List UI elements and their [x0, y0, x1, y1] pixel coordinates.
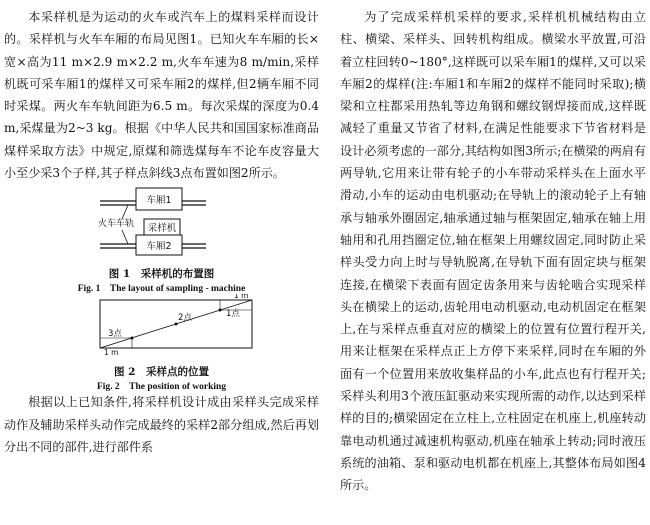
leader-line	[122, 205, 128, 219]
sampler-label: 采样机	[147, 223, 177, 235]
point-3-label: 3点	[108, 329, 122, 340]
point-1-label: 1点	[226, 309, 240, 320]
right-paragraph-1: 为了完成采样机采样的要求,采样机机械结构由立柱、横梁、采样头、回转机构组成。横梁水平放置,可沿着立柱回转0~180°,这样既可以采车厢1的煤样,又可以采车厢2的煤样(注:车厢1和车厢2的煤样不能同时采取);横梁和立柱都采用热轧等边角钢和螺纹钢焊接而成,这样既减轻了重量又节省了材料,在满足性能要求下节省材料是设计必须考虑的一部分,其结构如图3所示;在横梁的两肩有两导轨,它用来让带有轮子的小车带动采样头在上面水平滑动,小车的运动由电机驱动;在导轨上的滚动轮子上有轴承与轴承外圈固定,轴承通过轴与框架固定,轴承在轴上用轴用和孔用挡圈定位,轴在框架上用螺纹固定,同时防止采样头受力向上时与导轨脱离,在导轨下面有固定块与框架连接,在横梁下表面有固定齿条用来与齿轮啮合实现采样头在横梁上的运动,齿轮用电动机驱动,电动机固定在框架上,在与采样点垂直对应的横梁上的位置有位置行程开关,用来让框架在采样点正上方停下来采样,同时在车厢的外面有一个位置用来放收集样品的小车,此点也有行程开关;采样头利用3个液压缸驱动来实现所需的动作,以达到采样样的目的;横梁固定在立柱上,立柱固定在机座上,机座转动靠电动机通过减速机构驱动,机座在轴承上转动;同时液压系统的油箱、泵和驱动电机都在机座上,其整体布局如图4所示。	[340, 10, 646, 493]
layout-diagram	[4, 184, 319, 258]
car2-label: 车厢2	[146, 241, 172, 253]
figure-2-caption-en: Fig. 2 The position of working	[96, 381, 227, 392]
point-2-label: 2点	[178, 313, 192, 324]
figure-1-caption-en: Fig. 1 The layout of sampling - machine	[77, 283, 246, 294]
figure-2-caption-cn: 图 2 采样点的位置	[114, 365, 209, 378]
sampling-points-diagram	[4, 294, 319, 356]
leader-line	[122, 230, 128, 244]
figure-1-caption-cn: 图 1 采样机的布置图	[108, 267, 215, 280]
dim-top-label: 1 m	[234, 294, 249, 301]
left-paragraph-2: 根据以上已知条件,将采样机设计成由采样头完成采样动作及辅助采样头动作完成最终的采样2部分组成,然后再划分出不同的部件,进行部件系	[4, 395, 319, 454]
left-column	[4, 6, 319, 458]
left-paragraph-1: 本采样机是为运动的火车或汽车上的煤料采样而设计的。采样机与火车车厢的布局见图1。已知火车车厢的长×宽×高为11 m×2.9 m×2.2 m,火车车速为8 m/min,采样机既可采车厢1的煤样又可采车厢2的煤样,但2辆车厢不同时采煤。两火车车轨间距为6.5 m。每次采煤的深度为0.4 m,采煤量为2~3 kg。根据《中华人民共和国国家标准商品煤样采取方法》中规定,原煤和筛选煤每车不论车皮容量大小至少采3个子样,其子样点斜线3点布置如图2所示。	[4, 10, 319, 181]
track-label: 火车车轨	[98, 219, 135, 230]
right-column	[340, 6, 646, 497]
dim-bottom-label: 1 m	[104, 348, 119, 357]
car1-label: 车厢1	[146, 195, 172, 207]
figure-2	[4, 294, 319, 391]
figure-1	[4, 184, 319, 294]
